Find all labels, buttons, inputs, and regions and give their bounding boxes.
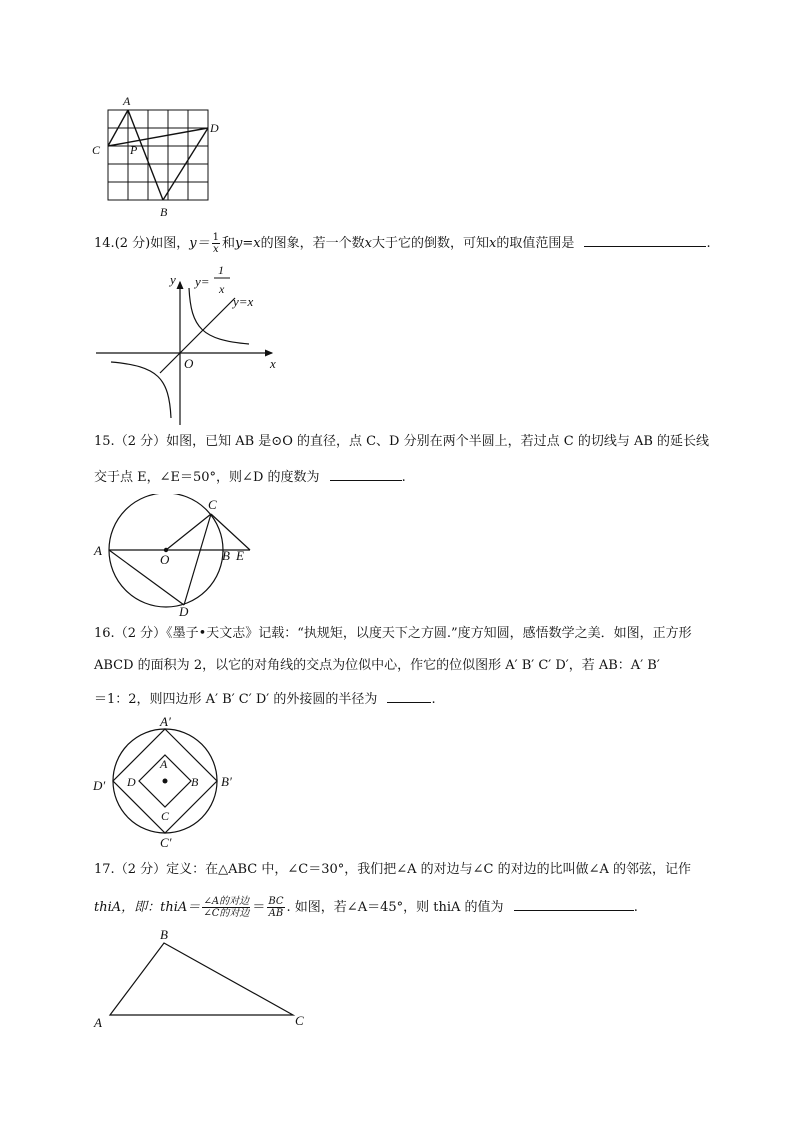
q17-end: . bbox=[633, 900, 638, 915]
q15-circle-figure bbox=[90, 494, 260, 618]
q15-answer-blank[interactable] bbox=[330, 466, 402, 481]
q17-answer-blank[interactable] bbox=[514, 896, 634, 911]
q16-label-c: C bbox=[161, 809, 170, 823]
q17-score: （2 分） bbox=[114, 862, 167, 877]
q15-label-b: B bbox=[222, 548, 230, 563]
q14-eq1: y＝ bbox=[189, 236, 210, 251]
q15-line1: 如图，已知 AB 是⊙O 的直径，点 C、D 分别在两个半圆上，若过点 C 的切线与 AB 的延长线 bbox=[166, 434, 710, 449]
q14-text4: 大于它的倒数，可知 bbox=[371, 236, 489, 251]
q14-y-axis-label: y bbox=[170, 272, 176, 287]
question-15-line2 bbox=[94, 466, 406, 488]
q13-label-a: A bbox=[123, 94, 131, 108]
q14-number: 14. bbox=[94, 236, 115, 251]
q13-grid-figure bbox=[88, 92, 228, 222]
question-17-line1 bbox=[94, 860, 691, 880]
q14-eq2: y=x bbox=[235, 236, 261, 251]
q16-label-d: D bbox=[127, 775, 136, 789]
question-15-line1 bbox=[94, 432, 709, 452]
question-16-line2 bbox=[94, 656, 660, 676]
q15-label-d: D bbox=[179, 604, 189, 618]
question-16-line3 bbox=[94, 688, 436, 710]
q14-graph-figure bbox=[92, 262, 292, 430]
q14-curve-label-den: x bbox=[219, 282, 225, 296]
q17-number: 17. bbox=[94, 862, 115, 877]
q17-eq: ＝ bbox=[252, 900, 266, 915]
q17-line2c: . 如图，若∠A＝45°，则 thiA 的值为 bbox=[286, 900, 504, 915]
q16-number: 16. bbox=[94, 626, 115, 641]
q16-line1: 《墨子•天文志》记载：“执规矩，以度天下之方圆.”度方知圆，感悟数学之美．如图，正方形 bbox=[166, 626, 692, 641]
q16-line3: ＝1：2，则四边形 A′ B′ C′ D′ 的外接圆的半径为 bbox=[94, 692, 378, 707]
q14-text: 如图， bbox=[150, 236, 190, 251]
q13-label-b: B bbox=[160, 205, 168, 219]
question-16-line1 bbox=[94, 624, 692, 644]
question-17-line2 bbox=[94, 896, 638, 919]
q16-label-b: B bbox=[191, 775, 199, 789]
q16-squares-figure bbox=[90, 714, 250, 850]
q17-label-b: B bbox=[160, 927, 168, 942]
q16-label-a-prime: A′ bbox=[160, 714, 171, 729]
q14-line-label: y=x bbox=[233, 294, 254, 309]
q13-label-c: C bbox=[92, 143, 101, 157]
q14-x-axis-label: x bbox=[270, 356, 276, 371]
q16-label-b-prime: B′ bbox=[221, 774, 232, 789]
q16-line2: ABCD 的面积为 2，以它的对角线的交点为位似中心，作它的位似图形 A′ B′ C′ D′，若 AB：A′ B′ bbox=[94, 658, 660, 673]
q16-end: . bbox=[431, 692, 436, 707]
q17-label-c: C bbox=[295, 1013, 304, 1028]
q14-end: . bbox=[706, 236, 711, 251]
q14-var-x2: x bbox=[488, 236, 497, 251]
q17-fraction-1: $\frac{\text{∠A的对边}}{\text{∠C的对边}}$ bbox=[203, 896, 250, 919]
q15-label-a: A bbox=[94, 543, 102, 558]
q13-label-p: P bbox=[130, 143, 138, 157]
q14-score: (2 分) bbox=[114, 236, 151, 251]
q17-line2b: thiA＝ bbox=[160, 900, 201, 915]
q14-answer-blank[interactable] bbox=[584, 232, 706, 247]
q14-curve-label-num: 1 bbox=[218, 263, 224, 277]
q16-label-c-prime: C′ bbox=[160, 835, 172, 850]
q15-line2: 交于点 E，∠E＝50°，则∠D 的度数为 bbox=[94, 470, 320, 485]
q15-label-e: E bbox=[236, 548, 244, 563]
q16-label-d-prime: D′ bbox=[93, 778, 106, 793]
q17-line1: 定义：在△ABC 中，∠C＝30°，我们把∠A 的对边与∠C 的对边的比叫做∠A 的邻弦，记作 bbox=[166, 862, 692, 877]
q16-score: （2 分） bbox=[114, 626, 167, 641]
q15-end: . bbox=[401, 470, 406, 485]
q15-label-o: O bbox=[160, 552, 170, 567]
q14-var-x: x bbox=[364, 236, 372, 251]
q14-origin-label: O bbox=[184, 356, 194, 371]
q15-number: 15. bbox=[94, 434, 115, 449]
q14-text2: 和 bbox=[222, 236, 236, 251]
q17-line2a: thiA，即： bbox=[94, 900, 161, 915]
q16-answer-blank[interactable] bbox=[387, 688, 431, 703]
q13-label-d: D bbox=[210, 121, 219, 135]
q17-label-a: A bbox=[94, 1015, 102, 1030]
q14-text5: 的取值范围是 bbox=[496, 236, 575, 251]
question-14 bbox=[94, 232, 711, 255]
q17-triangle-figure bbox=[90, 926, 320, 1032]
q15-label-c: C bbox=[208, 497, 217, 512]
q15-score: （2 分） bbox=[114, 434, 167, 449]
q17-fraction-2: $\frac{BC}{AB}$ bbox=[268, 896, 284, 919]
q14-text3: 的图象，若一个数 bbox=[260, 236, 365, 251]
q14-curve-label-lhs: y= bbox=[195, 274, 210, 289]
q16-label-a: A bbox=[160, 757, 168, 771]
q14-fraction: $\frac{1}{x}$ bbox=[212, 232, 219, 255]
